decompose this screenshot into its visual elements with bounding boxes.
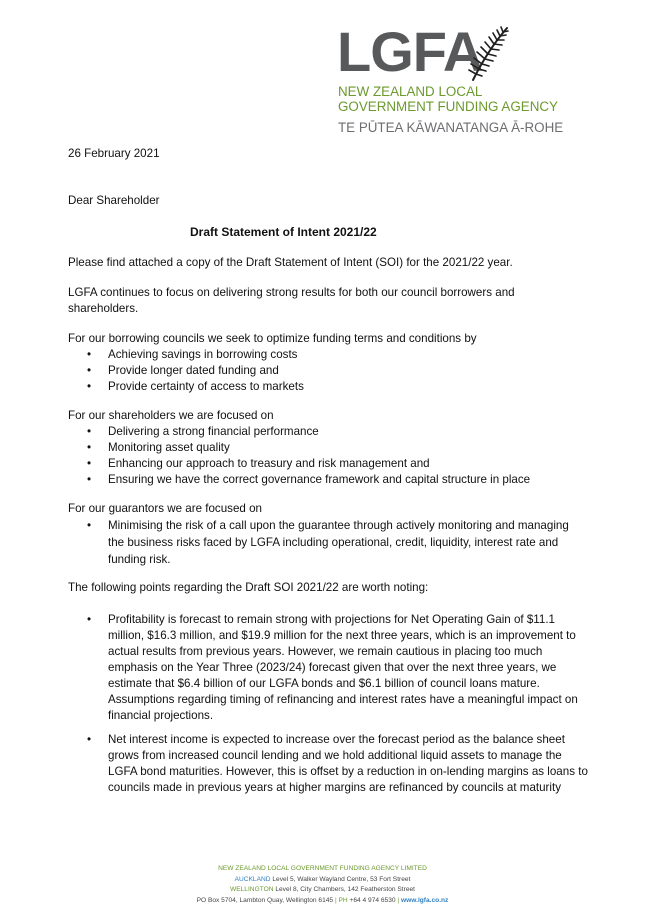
list-item: • Net interest income is expected to increase over the forecast period as the balance sheet grows from increased council lending and we hold additional liquid assets to manage the LGFA bond maturities. However, this is offset by a reduction in on-lending margins as loans to councils made in previous years at higher margins are refinanced by councils at maturity — [68, 732, 588, 796]
points-list — [68, 612, 588, 724]
logo-maori-name: TE PŪTEA KĀWANATANGA Ā-ROHE — [338, 120, 564, 135]
shareholders-list — [68, 424, 588, 488]
borrowing-section — [68, 331, 588, 395]
list-item: • Provide longer dated funding and — [68, 363, 588, 379]
logo-subtitle-line2: GOVERNMENT FUNDING AGENCY — [338, 99, 558, 114]
footer-po-box: PO Box 5704, Lambton Quay, Wellington 6145 — [196, 896, 334, 904]
paragraph-focus: LGFA continues to focus on delivering strong results for both our council borrowers and shareholders. — [68, 286, 515, 315]
footer-contact — [0, 896, 645, 907]
guarantors-intro: For our guarantors we are focused on — [68, 502, 262, 515]
list-item: • Minimising the risk of a call upon the guarantee through actively monitoring and managing the business risks faced by LGFA including operational, credit, liquidity, interest rate and funding risk. — [68, 517, 588, 568]
shareholders-intro: For our shareholders we are focused on — [68, 409, 274, 422]
guarantors-list — [68, 517, 588, 568]
guarantors-section — [68, 501, 588, 568]
borrowing-list — [68, 347, 588, 395]
footer-separator: | — [334, 896, 337, 904]
list-item: • Profitability is forecast to remain strong with projections for Net Operating Gain of $11.1 million, $16.3 million, and $19.9 million for the next three years, which is an improvement to actual results from previous years. However, we remain cautious in placing too much emphasis on the Year Three (2023/24) forecast given that over the next three years, we estimate that $6.4 billion of our LGFA bonds and $6.1 billion of council loans mature. Assumptions regarding timing of refinancing and interest rates have a meaningful impact on financial projections. — [68, 612, 588, 724]
footer-company: NEW ZEALAND LOCAL GOVERNMENT FUNDING AGENCY LIMITED — [218, 865, 427, 872]
footer-phone-label: PH — [338, 896, 348, 904]
salutation: Dear Shareholder — [68, 194, 160, 207]
list-item: • Delivering a strong financial performance — [68, 424, 588, 440]
footer-wellington — [0, 885, 645, 896]
logo-wordmark: LGFA — [337, 20, 483, 83]
logo-subtitle-line1: NEW ZEALAND LOCAL — [338, 84, 483, 99]
footer-auckland — [0, 875, 645, 886]
fern-icon — [467, 24, 513, 82]
footer-auckland-address: Level 5, Walker Wayland Centre, 53 Fort Street — [272, 875, 411, 883]
paragraph-intro: Please find attached a copy of the Draft Statement of Intent (SOI) for the 2021/22 year. — [68, 256, 513, 269]
list-item: • Enhancing our approach to treasury and risk management and — [68, 456, 588, 472]
footer-wellington-label: WELLINGTON — [230, 886, 274, 893]
list-item: • Monitoring asset quality — [68, 440, 588, 456]
footer-separator-2: | — [397, 896, 400, 904]
shareholders-section — [68, 408, 588, 488]
footer-auckland-label: AUCKLAND — [234, 875, 271, 883]
list-item: • Achieving savings in borrowing costs — [68, 347, 588, 363]
points-list-2 — [68, 732, 588, 796]
footer-phone: +64 4 974 6530 — [349, 896, 396, 904]
letter-date: 26 February 2021 — [68, 147, 160, 160]
footer-wellington-address: Level 8, City Chambers, 142 Featherston Street — [275, 886, 415, 893]
list-item: • Provide certainty of access to markets — [68, 379, 588, 395]
lgfa-logo — [337, 20, 577, 139]
points-intro: The following points regarding the Draft SOI 2021/22 are worth noting: — [68, 581, 429, 594]
letter-title: Draft Statement of Intent 2021/22 — [190, 225, 377, 239]
letterhead-footer — [0, 864, 645, 906]
footer-website: www.lgfa.co.nz — [400, 896, 449, 904]
list-item: • Ensuring we have the correct governance framework and capital structure in place — [68, 472, 588, 488]
borrowing-intro: For our borrowing councils we seek to optimize funding terms and conditions by — [68, 332, 477, 345]
